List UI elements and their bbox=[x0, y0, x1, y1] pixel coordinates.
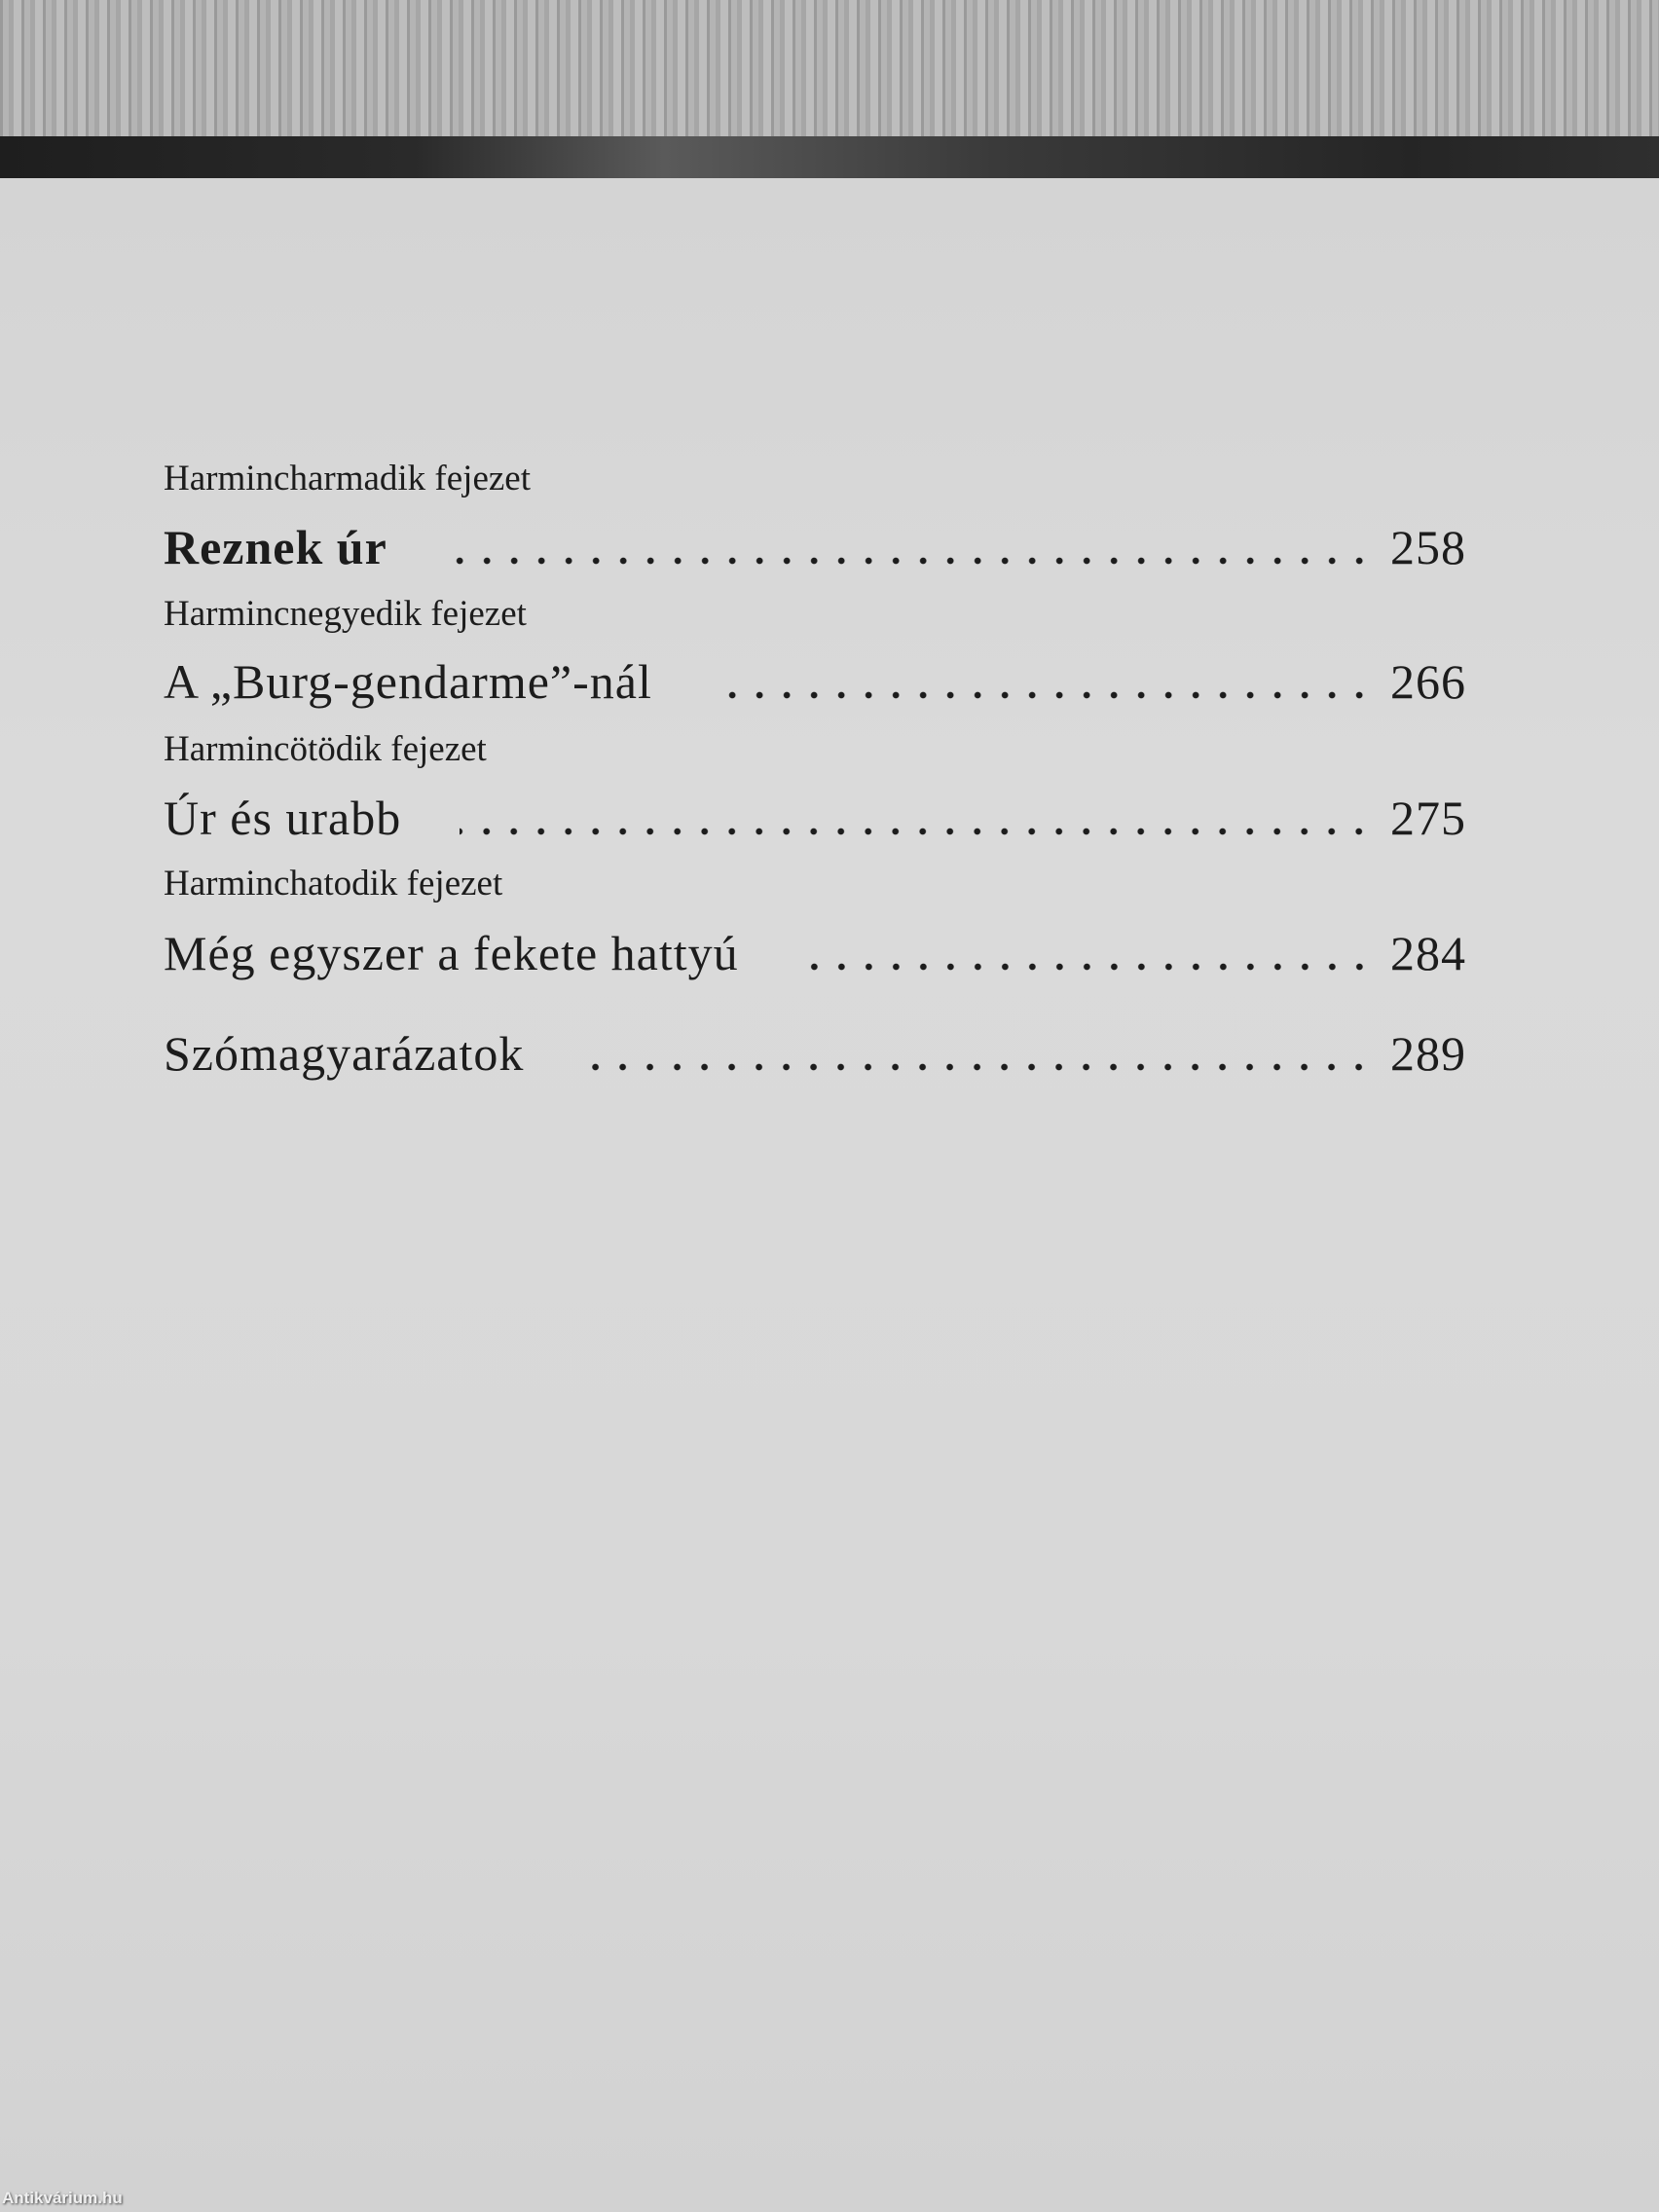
chapter-label: Harmincnegyedik fejezet bbox=[164, 594, 527, 634]
page-number: 289 bbox=[1390, 1026, 1466, 1081]
toc-entry bbox=[164, 926, 1466, 980]
page-number: 284 bbox=[1390, 926, 1466, 980]
chapter-label: Harmincötödik fejezet bbox=[164, 729, 487, 769]
dot-leader bbox=[711, 691, 1373, 699]
dot-leader bbox=[460, 828, 1373, 835]
dot-leader bbox=[446, 557, 1373, 565]
page-number: 275 bbox=[1390, 791, 1466, 845]
toc-entry bbox=[164, 1026, 1466, 1081]
page-number: 258 bbox=[1390, 520, 1466, 574]
entry-title: Még egyszer a fekete hattyú bbox=[164, 926, 739, 980]
entry-title: A „Burg-gendarme”-nál bbox=[164, 654, 652, 709]
dot-leader bbox=[797, 963, 1373, 971]
toc-entry bbox=[164, 654, 1466, 709]
chapter-label: Harmincharmadik fejezet bbox=[164, 459, 531, 498]
book-cover-edge bbox=[0, 136, 1659, 183]
entry-title: Úr és urabb bbox=[164, 791, 402, 845]
background-surface bbox=[0, 0, 1659, 141]
chapter-label: Harminchatodik fejezet bbox=[164, 864, 503, 903]
entry-title: Szómagyarázatok bbox=[164, 1026, 525, 1081]
watermark-logo: Antikvárium.hu bbox=[2, 2189, 123, 2207]
dot-leader bbox=[582, 1063, 1373, 1071]
entry-title: Reznek úr bbox=[164, 520, 387, 574]
page-number: 266 bbox=[1390, 654, 1466, 709]
toc-entry bbox=[164, 520, 1466, 574]
toc-entry bbox=[164, 791, 1466, 845]
